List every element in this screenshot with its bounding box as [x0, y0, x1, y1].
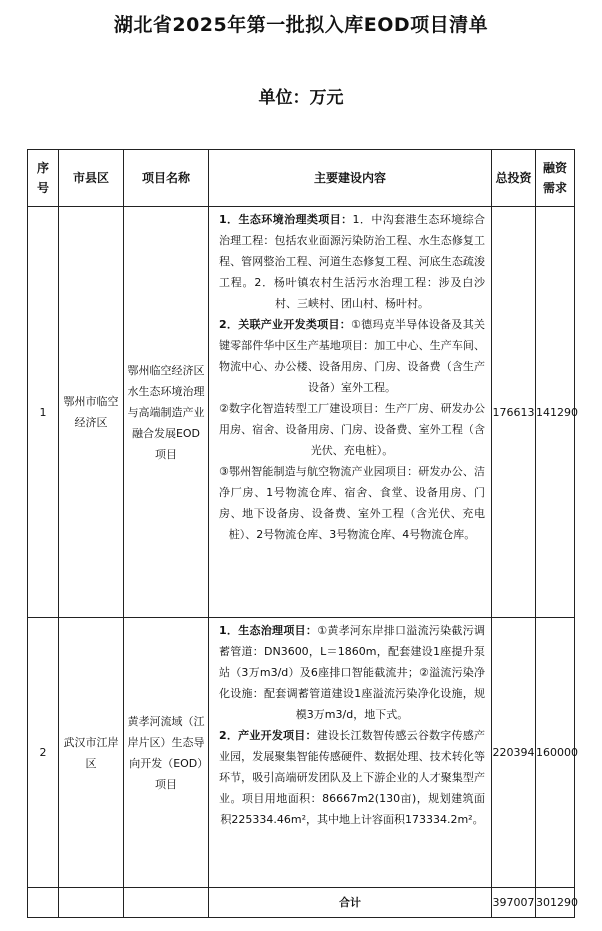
- content-paragraph: [219, 620, 485, 725]
- header-total: 总投资: [492, 150, 536, 207]
- row-content: [209, 618, 492, 888]
- row-total-investment: 176613: [492, 207, 536, 618]
- row-index: 1: [28, 207, 59, 618]
- row-finance-demand: 160000: [536, 618, 575, 888]
- unit-label: 单位：万元: [258, 88, 344, 108]
- total-row: [28, 888, 575, 918]
- content-lead: 2．关联产业开发类项目：: [219, 318, 352, 331]
- content-paragraph: [219, 461, 485, 545]
- header-finance: 融资需求: [536, 150, 575, 207]
- total-finance-sum: 301290: [536, 888, 575, 918]
- row-index: 2: [28, 618, 59, 888]
- content-paragraph: [219, 398, 485, 461]
- total-label: 合计: [209, 888, 492, 918]
- content-text: ①德玛克半导体设备及其关键零部件华中区生产基地项目：加工中心、生产车间、物流中心、办公楼、设备用房、门房、设备费（含生产设备）室外工程。: [219, 318, 485, 394]
- row-city: 鄂州市临空经济区: [59, 207, 124, 618]
- content-paragraph: [219, 725, 485, 830]
- content-text: 1．中沟套港生态环境综合治理工程：包括农业面源污染防治工程、水生态修复工程、管网整治工程、河道生态修复工程、河底生态疏浚工程。2．杨叶镇农村生活污水治理工程：涉及白沙村、三峡村、团山村、杨叶村。: [219, 213, 485, 310]
- total-investment-sum: 397007: [492, 888, 536, 918]
- row-project-name: 鄂州临空经济区水生态环境治理与高端制造产业融合发展EOD项目: [124, 207, 209, 618]
- row-content: [209, 207, 492, 618]
- total-empty-index: [28, 888, 59, 918]
- content-text: 建设长江数智传感云谷数字传感产业园，发展聚集智能传感硬件、数据处理、技术转化等环节，吸引高端研发团队及上下游企业的人才聚集型产业。项目用地面积：86667m2(130亩)，规划建筑面积225334.46m²，其中地上计容面积173334.2m²。: [219, 729, 486, 826]
- table-row: [28, 207, 575, 618]
- total-empty-name: [124, 888, 209, 918]
- row-city: 武汉市江岸区: [59, 618, 124, 888]
- total-empty-city: [59, 888, 124, 918]
- project-table: [27, 149, 578, 918]
- content-lead: 2．产业开发项目：: [219, 729, 317, 742]
- content-lead: 1．生态环境治理类项目：: [219, 213, 353, 226]
- table-row: [28, 618, 575, 888]
- table-header-row: [28, 150, 575, 207]
- content-paragraph: [219, 314, 485, 398]
- row-total-investment: 220394: [492, 618, 536, 888]
- content-paragraph: [219, 209, 485, 314]
- header-city: 市县区: [59, 150, 124, 207]
- content-text: ②数字化智造转型工厂建设项目：生产厂房、研发办公用房、宿舍、设备用房、门房、设备费、室外工程（含光伏、充电桩）。: [219, 402, 485, 457]
- document-title: 湖北省2025年第一批拟入库EOD项目清单: [113, 14, 489, 36]
- row-finance-demand: 141290: [536, 207, 575, 618]
- content-lead: 1．生态治理项目：: [219, 624, 318, 637]
- header-name: 项目名称: [124, 150, 209, 207]
- content-text: ③鄂州智能制造与航空物流产业园项目：研发办公、洁净厂房、1号物流仓库、宿舍、食堂、设备用房、门房、地下设备房、设备费、室外工程（含光伏、充电桩）、2号物流仓库、3号物流仓库、4号物流仓库。: [219, 465, 485, 541]
- content-text: ①黄孝河东岸排口溢流污染截污调蓄管道：DN3600，L＝1860m，配套建设1座提升泵站（3万m3/d）及6座排口智能截流井；②溢流污染净化设施：配套调蓄管道建设1座溢流污染净化设施，规模3万m3/d，地下式。: [219, 624, 485, 721]
- header-index: 序号: [28, 150, 59, 207]
- header-content: 主要建设内容: [209, 150, 492, 207]
- row-project-name: 黄孝河流域（江岸片区）生态导向开发（EOD）项目: [124, 618, 209, 888]
